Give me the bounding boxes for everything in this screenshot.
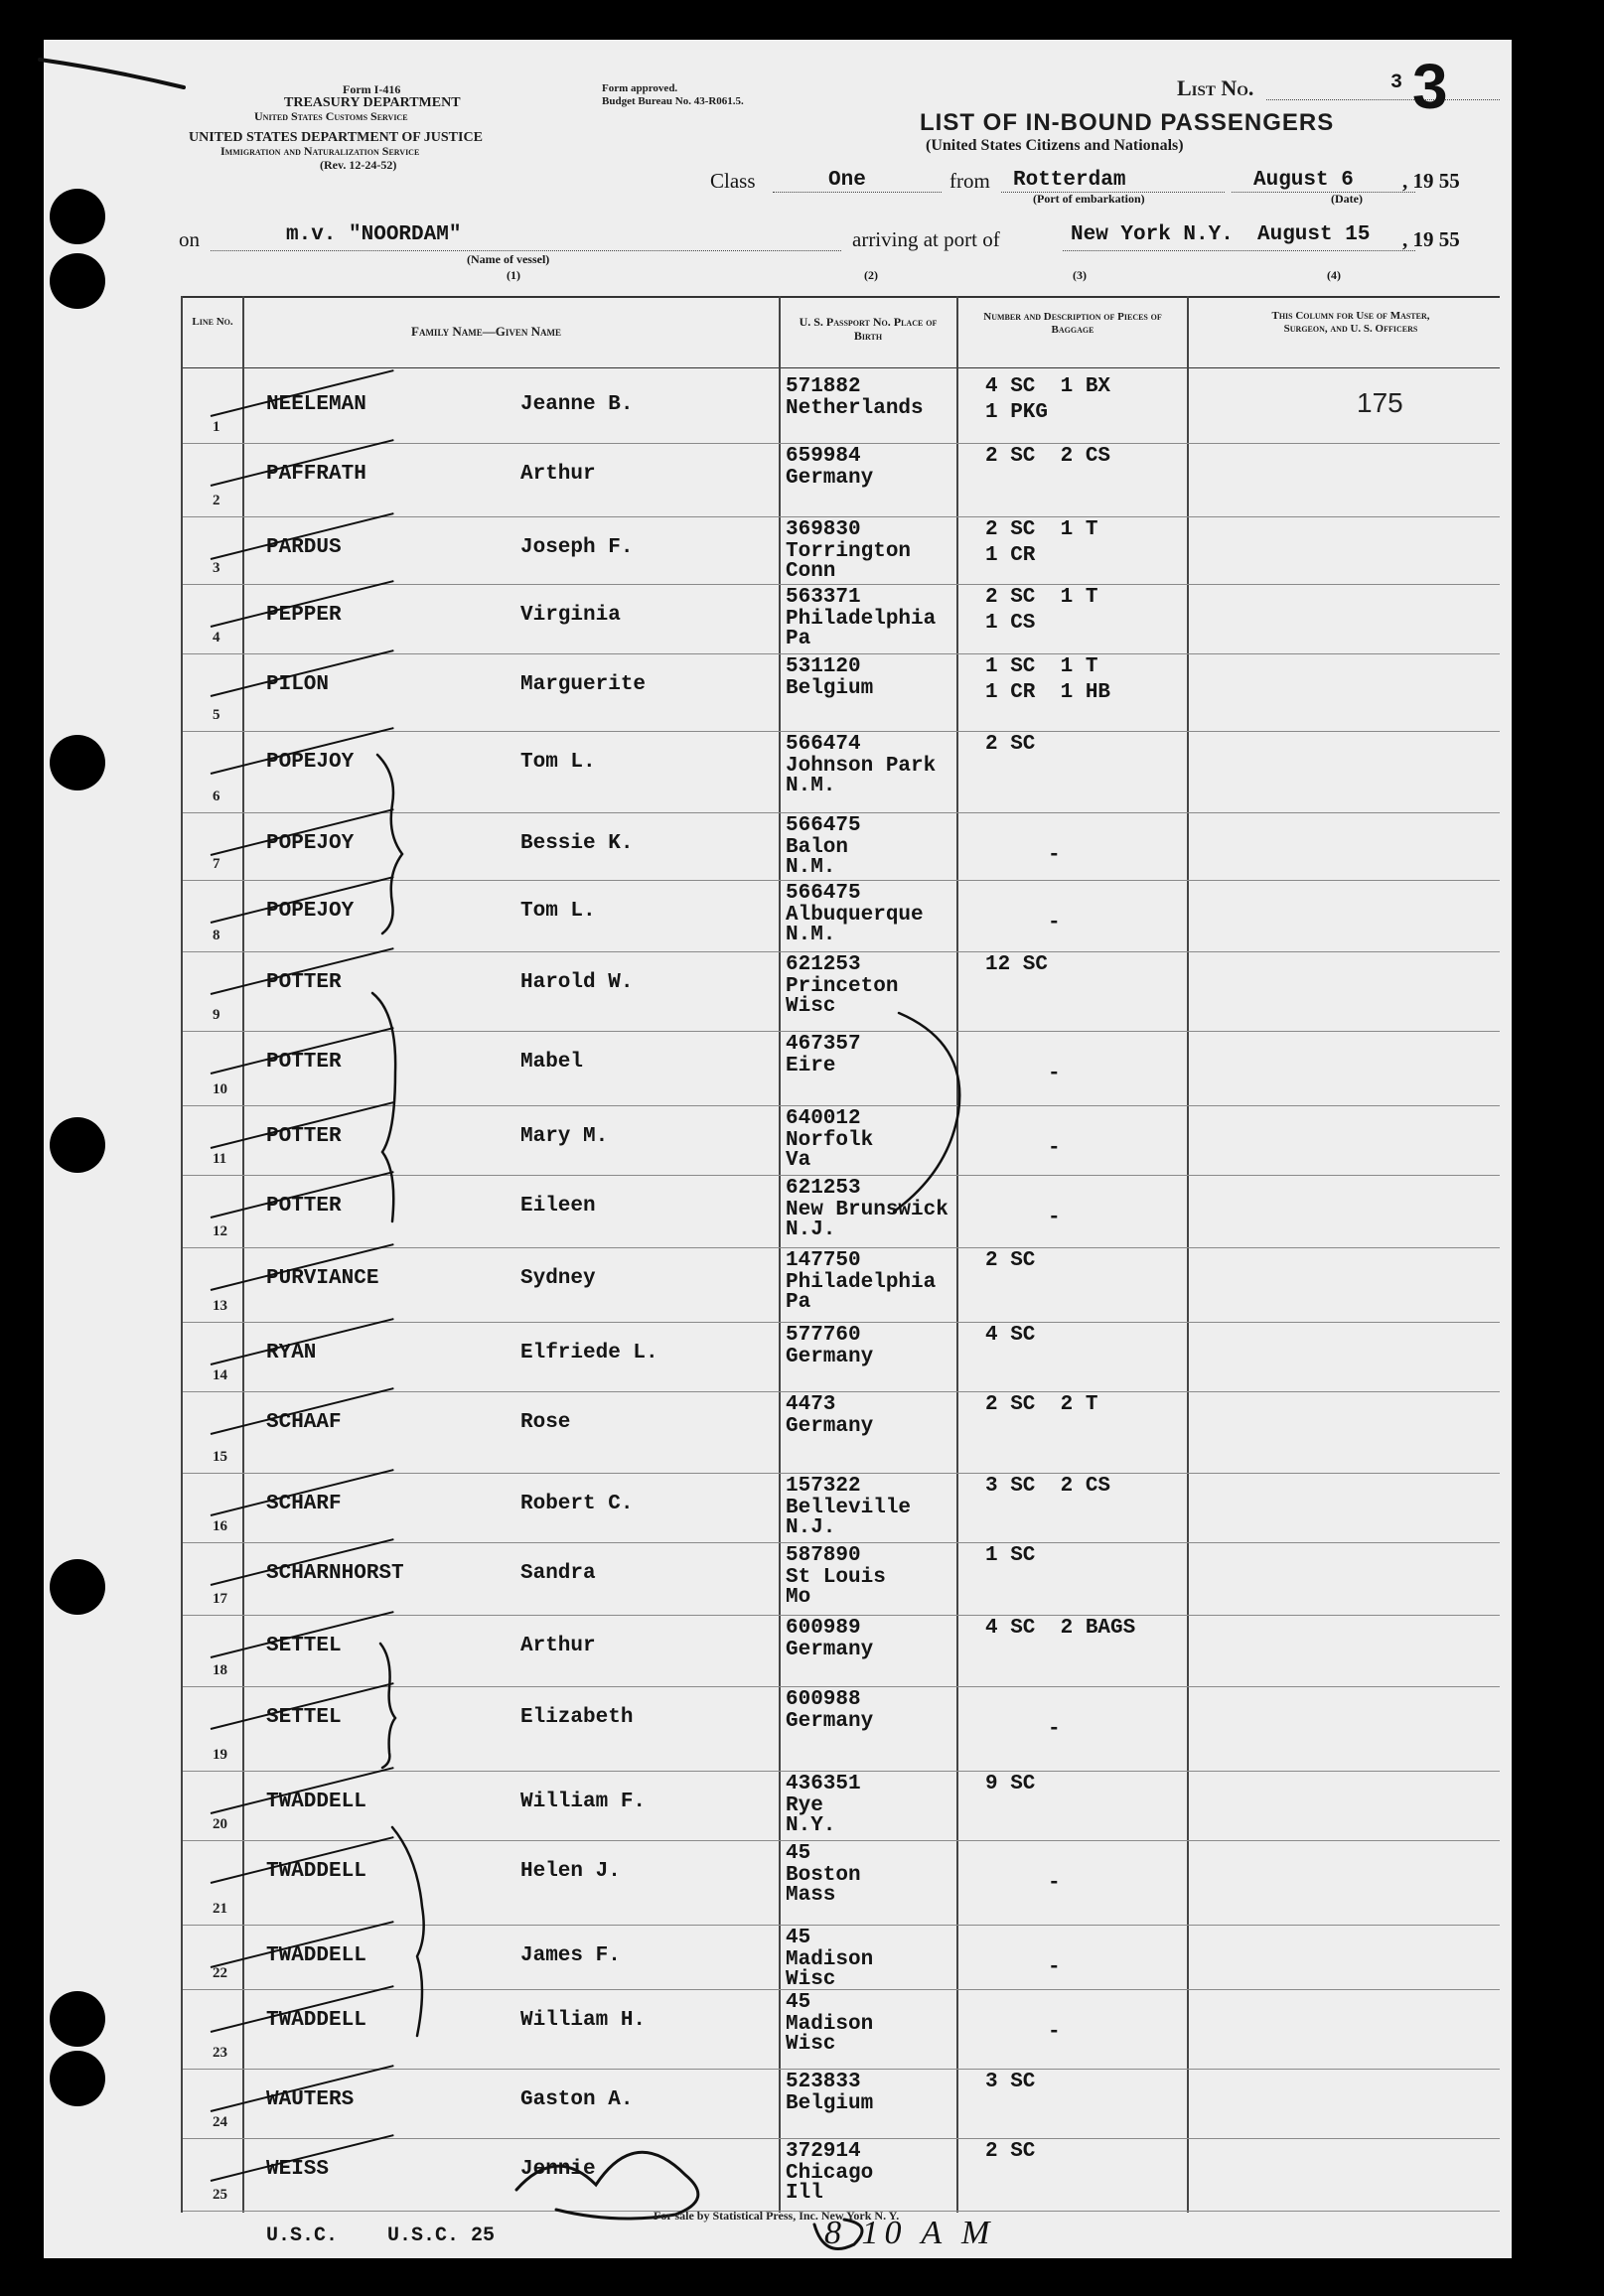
given-name: Bessie K. xyxy=(520,832,634,855)
pen-mark xyxy=(40,60,184,87)
passport-number: 436351 xyxy=(786,1773,861,1795)
baggage-description: 2 SC 2 T xyxy=(985,1393,1098,1416)
given-name: William H. xyxy=(520,2009,647,2032)
baggage-description: - xyxy=(985,2021,1061,2044)
baggage-description: 3 SC xyxy=(985,2071,1036,2093)
baggage-description: 1 CR 1 HB xyxy=(985,681,1111,704)
place-of-birth: Germany xyxy=(786,1639,874,1661)
family-name: SETTEL xyxy=(266,1706,342,1729)
passport-number: 4473 xyxy=(786,1393,836,1416)
given-name: Mabel xyxy=(520,1051,584,1074)
baggage-description: 2 SC xyxy=(985,733,1036,756)
given-name: Sandra xyxy=(520,1562,596,1585)
brace-twaddell xyxy=(392,1827,424,2036)
passport-number: 45 xyxy=(786,1927,811,1949)
form-number: Form I-416 xyxy=(343,82,401,96)
line-number: 13 xyxy=(213,1298,227,1314)
family-name: PURVIANCE xyxy=(266,1267,379,1290)
baggage-description: - xyxy=(985,1872,1061,1895)
family-name: POPEJOY xyxy=(266,751,355,774)
family-name: PEPPER xyxy=(266,604,342,627)
treasury-dept: TREASURY DEPARTMENT xyxy=(284,95,461,110)
passport-number: 45 xyxy=(786,1991,811,2014)
col-header-line-no: Line No. xyxy=(192,316,233,328)
line-number: 11 xyxy=(213,1151,227,1167)
family-name: NEELEMAN xyxy=(266,393,366,416)
place-of-birth: Germany xyxy=(786,1710,874,1733)
line-number: 14 xyxy=(213,1367,227,1383)
line-number: 5 xyxy=(213,707,220,723)
place-of-birth: N.M. xyxy=(786,924,836,946)
family-name: PAFFRATH xyxy=(266,463,366,486)
arrival-date: August 15 xyxy=(1257,223,1371,246)
col-header-name: Family Name—Given Name xyxy=(411,324,562,339)
family-name: TWADDELL xyxy=(266,1860,366,1883)
line-number: 17 xyxy=(213,1591,227,1607)
passport-number: 621253 xyxy=(786,1177,861,1200)
baggage-description: 12 SC xyxy=(985,953,1049,976)
place-of-birth: Ill xyxy=(786,2182,823,2205)
baggage-description: 4 SC 1 BX xyxy=(985,375,1111,398)
passport-number: 600989 xyxy=(786,1617,861,1640)
list-no-typed: 3 xyxy=(1390,72,1403,94)
family-name: SCHARNHORST xyxy=(266,1562,404,1585)
passport-number: 467357 xyxy=(786,1033,861,1056)
footer-usc-1: U.S.C. xyxy=(266,2224,339,2247)
given-name: Sydney xyxy=(520,1267,596,1290)
place-of-birth: Mo xyxy=(786,1586,811,1609)
given-name: Gaston A. xyxy=(520,2088,634,2111)
baggage-description: 1 CS xyxy=(985,612,1036,635)
family-name: RYAN xyxy=(266,1342,317,1364)
brace-settel xyxy=(380,1644,395,1768)
family-name: TWADDELL xyxy=(266,1791,366,1813)
given-name: Mary M. xyxy=(520,1125,609,1148)
col-header-officers: This Column for Use of Master, Surgeon, and U. S. Officers xyxy=(1271,310,1430,335)
passport-number: 531120 xyxy=(786,655,861,678)
given-name: Harold W. xyxy=(520,971,634,994)
budget-bureau: Budget Bureau No. 43-R061.5. xyxy=(602,95,744,107)
date-caption: (Date) xyxy=(1331,192,1363,206)
place-of-birth: Netherlands xyxy=(786,397,924,420)
place-of-birth: Pa xyxy=(786,1291,811,1314)
baggage-description: - xyxy=(985,1718,1061,1741)
given-name: Tom L. xyxy=(520,751,596,774)
place-of-birth: Wisc xyxy=(786,1968,836,1991)
family-name: SETTEL xyxy=(266,1635,342,1657)
family-name: POTTER xyxy=(266,1125,342,1148)
col-ref-1: (1) xyxy=(507,268,520,282)
line-number: 20 xyxy=(213,1816,227,1832)
list-no-stamp: 3 xyxy=(1412,51,1448,122)
family-name: TWADDELL xyxy=(266,1944,366,1967)
line-number: 21 xyxy=(213,1901,227,1917)
given-name: Elizabeth xyxy=(520,1706,634,1729)
place-of-birth: Conn xyxy=(786,560,836,583)
place-of-birth: Johnson Park xyxy=(786,755,937,778)
line-number: 8 xyxy=(213,928,220,943)
line-number: 23 xyxy=(213,2045,227,2061)
line-number: 10 xyxy=(213,1081,227,1097)
place-of-birth: N.M. xyxy=(786,856,836,879)
family-name: TWADDELL xyxy=(266,2009,366,2032)
list-no-label: List No. xyxy=(1177,75,1254,100)
brace-potter xyxy=(372,993,395,1221)
ins-service: Immigration and Naturalization Service xyxy=(220,144,420,158)
line-number: 2 xyxy=(213,493,220,508)
passport-number: 659984 xyxy=(786,445,861,468)
baggage-description: - xyxy=(985,1137,1061,1160)
baggage-description: 9 SC xyxy=(985,1773,1036,1795)
given-name: Jeanne B. xyxy=(520,393,634,416)
place-of-birth: Wisc xyxy=(786,2033,836,2056)
revision: (Rev. 12-24-52) xyxy=(320,158,397,172)
place-of-birth: Madison xyxy=(786,1948,874,1971)
vessel-name: m.v. "NOORDAM" xyxy=(286,223,462,246)
given-name: Elfriede L. xyxy=(520,1342,658,1364)
class-value: One xyxy=(828,169,866,192)
line-number: 12 xyxy=(213,1223,227,1239)
place-of-birth: Va xyxy=(786,1149,811,1172)
arriving-label: arriving at port of xyxy=(852,227,1000,251)
col-header-baggage: Number and Description of Pieces of Baggage xyxy=(983,311,1162,336)
baggage-description: 4 SC 2 BAGS xyxy=(985,1617,1136,1640)
baggage-description: - xyxy=(985,844,1061,867)
passport-number: 369830 xyxy=(786,518,861,541)
brace-potter-passport xyxy=(894,1013,959,1212)
given-name: Virginia xyxy=(520,604,621,627)
passport-number: 587890 xyxy=(786,1544,861,1567)
passport-number: 372914 xyxy=(786,2140,861,2163)
from-label: from xyxy=(949,169,990,193)
printer-imprint: For sale by Statistical Press, Inc. New York N. Y. xyxy=(654,2209,900,2223)
passport-number: 147750 xyxy=(786,1249,861,1272)
place-of-birth: N.J. xyxy=(786,1219,836,1241)
brace-popejoy xyxy=(377,755,402,933)
given-name: Jennie xyxy=(520,2158,596,2181)
passport-number: 577760 xyxy=(786,1324,861,1347)
family-name: POTTER xyxy=(266,1051,342,1074)
place-of-birth: Germany xyxy=(786,1346,874,1368)
family-name: PILON xyxy=(266,673,330,696)
place-of-birth: Torrington xyxy=(786,540,912,563)
family-name: WAUTERS xyxy=(266,2088,355,2111)
place-of-birth: Wisc xyxy=(786,995,836,1018)
place-of-birth: Belgium xyxy=(786,677,874,700)
baggage-description: 1 CR xyxy=(985,544,1036,567)
baggage-description: 1 SC xyxy=(985,1544,1036,1567)
place-of-birth: Boston xyxy=(786,1864,861,1887)
family-name: PARDUS xyxy=(266,536,342,559)
on-label: on xyxy=(179,227,200,251)
form-approved: Form approved. xyxy=(602,82,678,94)
given-name: Tom L. xyxy=(520,900,596,923)
baggage-description: - xyxy=(985,912,1061,934)
passport-number: 571882 xyxy=(786,375,861,398)
line-number: 24 xyxy=(213,2114,227,2130)
given-name: James F. xyxy=(520,1944,621,1967)
line-number: 22 xyxy=(213,1965,227,1981)
place-of-birth: Pa xyxy=(786,628,811,650)
line-number: 9 xyxy=(213,1007,220,1023)
place-of-birth: N.M. xyxy=(786,775,836,797)
passport-number: 566474 xyxy=(786,733,861,756)
line-number: 15 xyxy=(213,1449,227,1465)
baggage-description: 3 SC 2 CS xyxy=(985,1475,1111,1498)
passport-number: 621253 xyxy=(786,953,861,976)
family-name: POTTER xyxy=(266,1195,342,1218)
place-of-birth: Albuquerque xyxy=(786,904,924,927)
family-name: WEISS xyxy=(266,2158,330,2181)
port-caption: (Port of embarkation) xyxy=(1033,192,1145,206)
passport-number: 523833 xyxy=(786,2071,861,2093)
family-name: POPEJOY xyxy=(266,900,355,923)
line-number: 18 xyxy=(213,1662,227,1678)
line-number: 6 xyxy=(213,789,220,804)
given-name: Robert C. xyxy=(520,1493,634,1515)
baggage-description: 2 SC xyxy=(985,2140,1036,2163)
place-of-birth: Norfolk xyxy=(786,1129,874,1152)
baggage-description: - xyxy=(985,1956,1061,1979)
passport-number: 45 xyxy=(786,1842,811,1865)
given-name: Rose xyxy=(520,1411,571,1434)
line-number: 16 xyxy=(213,1518,227,1534)
baggage-description: 2 SC 2 CS xyxy=(985,445,1111,468)
place-of-birth: Germany xyxy=(786,1415,874,1438)
place-of-birth: New Brunswick xyxy=(786,1199,948,1221)
place-of-birth: Chicago xyxy=(786,2162,874,2185)
officer-note: 175 xyxy=(1357,387,1403,418)
place-of-birth: Balon xyxy=(786,836,849,859)
passport-number: 563371 xyxy=(786,586,861,609)
vessel-caption: (Name of vessel) xyxy=(467,252,550,266)
line-number: 4 xyxy=(213,630,220,646)
form-subtitle: (United States Citizens and Nationals) xyxy=(926,137,1184,154)
place-of-birth: Rye xyxy=(786,1794,823,1817)
given-name: Arthur xyxy=(520,1635,596,1657)
given-name: Joseph F. xyxy=(520,536,634,559)
form-title: LIST OF IN-BOUND PASSENGERS xyxy=(920,109,1335,136)
baggage-description: 2 SC xyxy=(985,1249,1036,1272)
baggage-description: 4 SC xyxy=(985,1324,1036,1347)
place-of-birth: N.Y. xyxy=(786,1814,836,1837)
place-of-birth: Belgium xyxy=(786,2092,874,2115)
family-name: SCHAAF xyxy=(266,1411,342,1434)
given-name: Marguerite xyxy=(520,673,647,696)
place-of-birth: Madison xyxy=(786,2013,874,2036)
place-of-birth: N.J. xyxy=(786,1516,836,1539)
col-ref-3: (3) xyxy=(1073,268,1087,282)
passport-number: 157322 xyxy=(786,1475,861,1498)
given-name: William F. xyxy=(520,1791,647,1813)
col-ref-2: (2) xyxy=(864,268,878,282)
given-name: Helen J. xyxy=(520,1860,621,1883)
place-of-birth: Philadelphia xyxy=(786,1271,937,1294)
line-number: 25 xyxy=(213,2187,227,2203)
class-label: Class xyxy=(710,169,756,193)
customs-service: United States Customs Service xyxy=(254,109,408,123)
place-of-birth: Eire xyxy=(786,1055,836,1077)
baggage-description: 2 SC 1 T xyxy=(985,586,1098,609)
baggage-description: - xyxy=(985,1063,1061,1085)
place-of-birth: Germany xyxy=(786,467,874,490)
given-name: Eileen xyxy=(520,1195,596,1218)
embark-date: August 6 xyxy=(1253,169,1354,192)
port-of-embarkation: Rotterdam xyxy=(1013,169,1126,192)
handwritten-time: 8 10 A M xyxy=(824,2215,996,2251)
passport-number: 566475 xyxy=(786,882,861,905)
col-header-passport: U. S. Passport No. Place of Birth xyxy=(799,315,938,343)
baggage-description: 1 SC 1 T xyxy=(985,655,1098,678)
place-of-birth: Mass xyxy=(786,1884,836,1907)
family-name: POPEJOY xyxy=(266,832,355,855)
line-number: 19 xyxy=(213,1747,227,1763)
place-of-birth: Philadelphia xyxy=(786,608,937,631)
given-name: Arthur xyxy=(520,463,596,486)
passport-number: 640012 xyxy=(786,1107,861,1130)
line-number: 1 xyxy=(213,419,220,435)
family-name: POTTER xyxy=(266,971,342,994)
justice-dept: UNITED STATES DEPARTMENT OF JUSTICE xyxy=(189,130,483,145)
line-number: 3 xyxy=(213,560,220,576)
arrival-year: , 19 55 xyxy=(1402,227,1460,251)
arrival-port: New York N.Y. xyxy=(1071,223,1234,246)
passport-number: 566475 xyxy=(786,814,861,837)
footer-usc-2: U.S.C. 25 xyxy=(387,2224,496,2247)
line-number: 7 xyxy=(213,856,220,872)
family-name: SCHARF xyxy=(266,1493,342,1515)
place-of-birth: Belleville xyxy=(786,1497,912,1519)
passport-number: 600988 xyxy=(786,1688,861,1711)
baggage-description: 1 PKG xyxy=(985,401,1049,424)
place-of-birth: St Louis xyxy=(786,1566,886,1589)
baggage-description: 2 SC 1 T xyxy=(985,518,1098,541)
place-of-birth: Princeton xyxy=(786,975,899,998)
baggage-description: - xyxy=(985,1207,1061,1229)
embark-year: , 19 55 xyxy=(1402,169,1460,193)
col-ref-4: (4) xyxy=(1327,268,1341,282)
